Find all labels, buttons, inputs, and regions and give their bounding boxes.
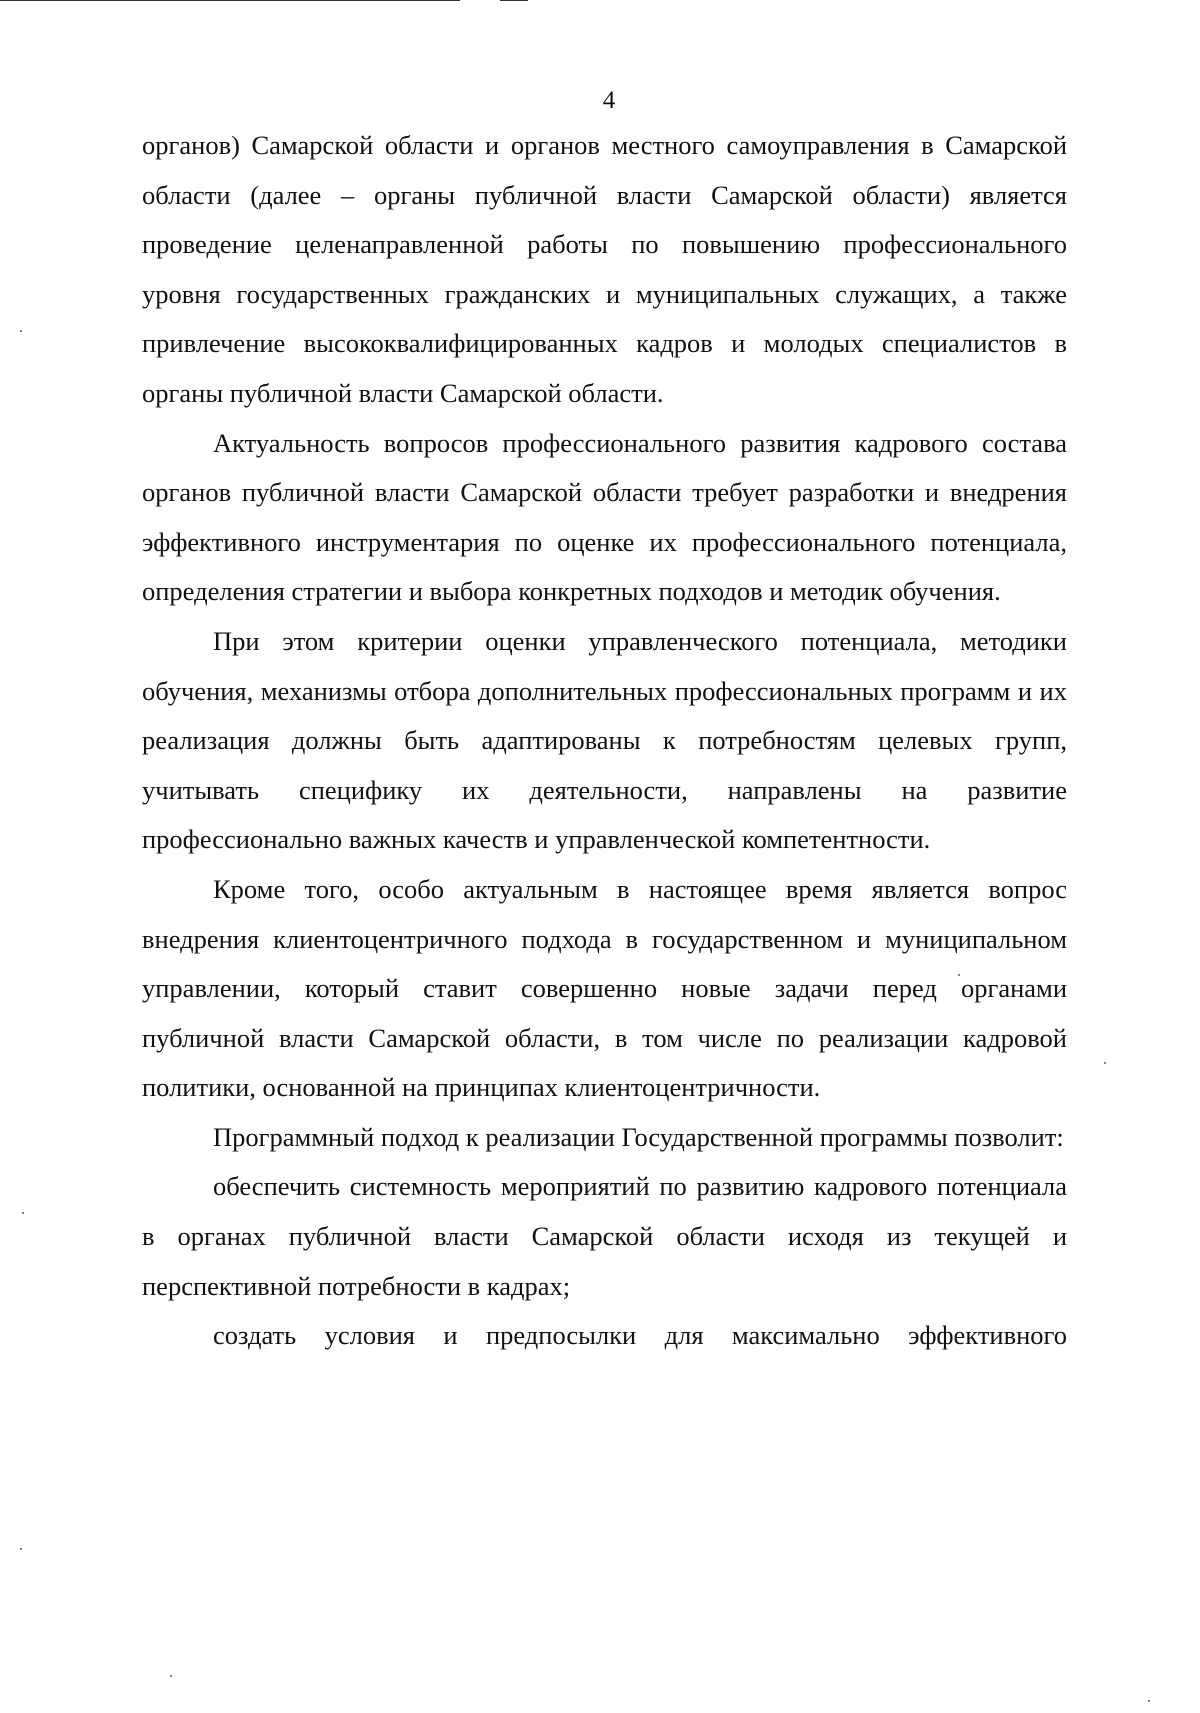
list-item-systematic: обеспечить системность мероприятий по развитию кадрового потенциала в органах публичной власти Самарской области исходя из текущей и перспективной потребности в кадрах; (142, 1171, 1067, 1301)
paragraph-relevance: Актуальность вопросов профессионального развития кадрового состава органов публичной власти Самарской области требует разработки и внедрения эффективного инструментария по оценке их профессионального потенциала, определения стратегии и выбора конкретных подходов и методик обучения. (142, 427, 1067, 607)
scan-top-edge (0, 0, 460, 1)
list-item-conditions: создать условия и предпосылки для максимально эффективного (213, 1320, 1067, 1351)
scan-speck (20, 330, 22, 332)
scan-speck (1148, 1700, 1150, 1702)
scan-speck (22, 1212, 24, 1214)
paragraph-continuation: органов) Самарской области и органов местного самоуправления в Самарской области (далее – органы публичной власти Самарской области) является проведение целенаправленной работы по повышению профессионального уровня государственных гражданских и муниципальных служащих, а также привлечение высококвалифицированных кадров и молодых специалистов в органы публичной власти Самарской области. (142, 130, 1067, 408)
paragraph-assessment-criteria: При этом критерии оценки управленческого потенциала, методики обучения, механизмы отбора дополнительных профессиональных программ и их реализация должны быть адаптированы к потребностям целевых групп, учитывать специфику их деятельности, направлены на развитие профессионально важных качеств и управленческой компетентности. (142, 625, 1067, 855)
page-number: 4 (602, 87, 616, 114)
scan-speck (20, 1548, 22, 1550)
scan-speck (170, 1675, 172, 1677)
scan-top-edge-fragment (500, 0, 528, 1)
document-body (142, 121, 1067, 1361)
paragraph-program-approach: Программный подход к реализации Государственной программы позволит: (213, 1121, 1064, 1152)
paragraph-client-centric: Кроме того, особо актуальным в настоящее время является вопрос внедрения клиентоцентричного подхода в государственном и муниципальном управлении, который ставит совершенно новые задачи перед органами публичной власти Самарской области, в том числе по реализации кадровой политики, основанной на принципах клиентоцентричности. (142, 873, 1067, 1103)
scan-speck (1104, 1062, 1106, 1064)
